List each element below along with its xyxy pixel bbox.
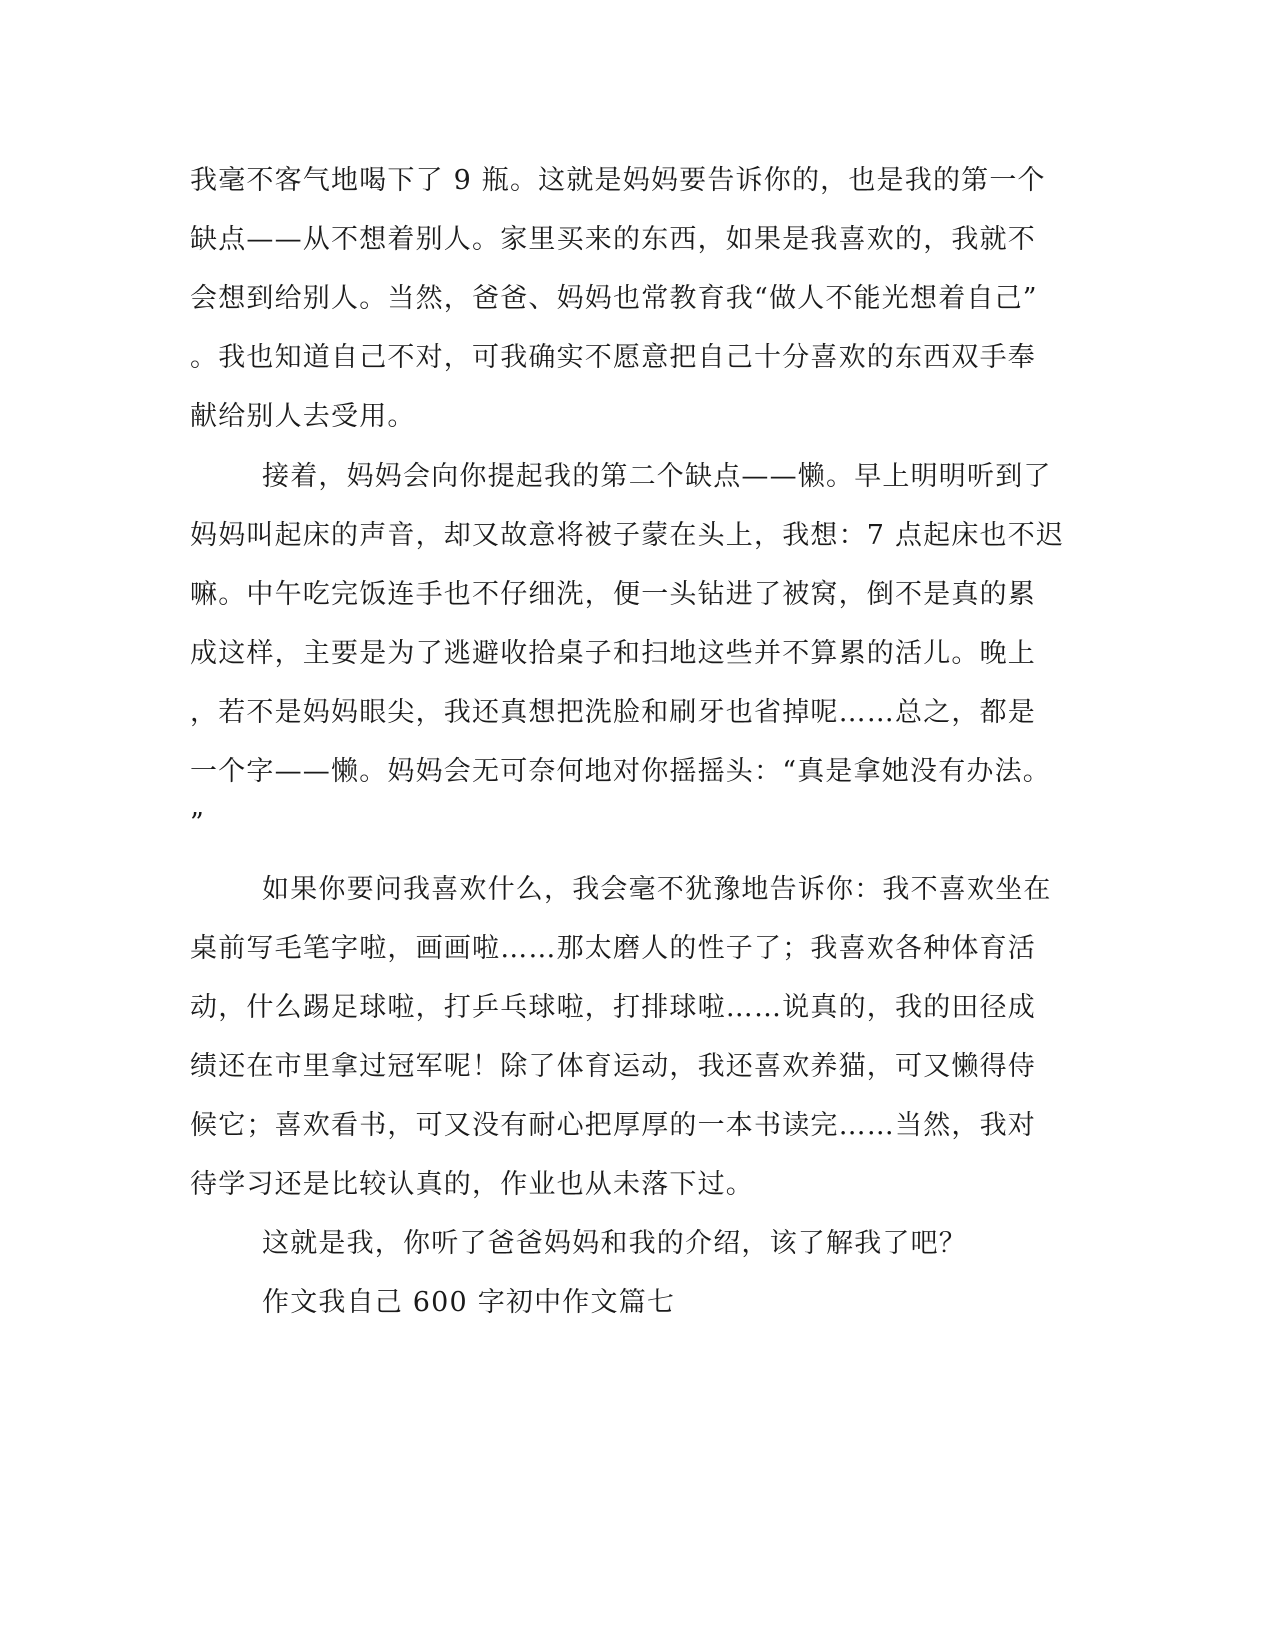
section-heading: 作文我自己 600 字初中作文篇七 [262, 1287, 676, 1318]
text-line: 会想到给别人。当然，爸爸、妈妈也常教育我“做人不能光想着自己” [190, 283, 1038, 314]
text-line: 桌前写毛笔字啦，画画啦……那太磨人的性子了；我喜欢各种体育活 [190, 933, 1036, 964]
text-line: ” [190, 808, 206, 839]
text-line: 献给别人去受用。 [190, 401, 416, 432]
text-line: 如果你要问我喜欢什么，我会毫不犹豫地告诉你：我不喜欢坐在 [262, 874, 1052, 905]
text-line: 接着，妈妈会向你提起我的第二个缺点——懒。早上明明听到了 [262, 461, 1052, 492]
text-line: 绩还在市里拿过冠军呢！除了体育运动，我还喜欢养猫，可又懒得侍 [190, 1051, 1036, 1082]
text-line: 妈妈叫起床的声音，却又故意将被子蒙在头上，我想：7 点起床也不迟 [190, 520, 1065, 551]
text-line: 。我也知道自己不对，可我确实不愿意把自己十分喜欢的东西双手奉 [190, 342, 1036, 373]
text-line: 成这样，主要是为了逃避收拾桌子和扫地这些并不算累的活儿。晚上 [190, 638, 1036, 669]
text-line: 我毫不客气地喝下了 9 瓶。这就是妈妈要告诉你的，也是我的第一个 [190, 165, 1046, 196]
text-line: 缺点——从不想着别人。家里买来的东西，如果是我喜欢的，我就不 [190, 224, 1036, 255]
text-line: ，若不是妈妈眼尖，我还真想把洗脸和刷牙也省掉呢……总之，都是 [190, 697, 1036, 728]
text-line: 动，什么踢足球啦，打乒乓球啦，打排球啦……说真的，我的田径成 [190, 992, 1036, 1023]
text-line: 待学习还是比较认真的，作业也从未落下过。 [190, 1169, 754, 1200]
text-line: 候它；喜欢看书，可又没有耐心把厚厚的一本书读完……当然，我对 [190, 1110, 1036, 1141]
text-line: 这就是我，你听了爸爸妈妈和我的介绍，该了解我了吧？ [262, 1228, 967, 1259]
text-line: 嘛。中午吃完饭连手也不仔细洗，便一头钻进了被窝，倒不是真的累 [190, 579, 1036, 610]
text-line: 一个字——懒。妈妈会无可奈何地对你摇摇头：“真是拿她没有办法。 [190, 756, 1052, 787]
